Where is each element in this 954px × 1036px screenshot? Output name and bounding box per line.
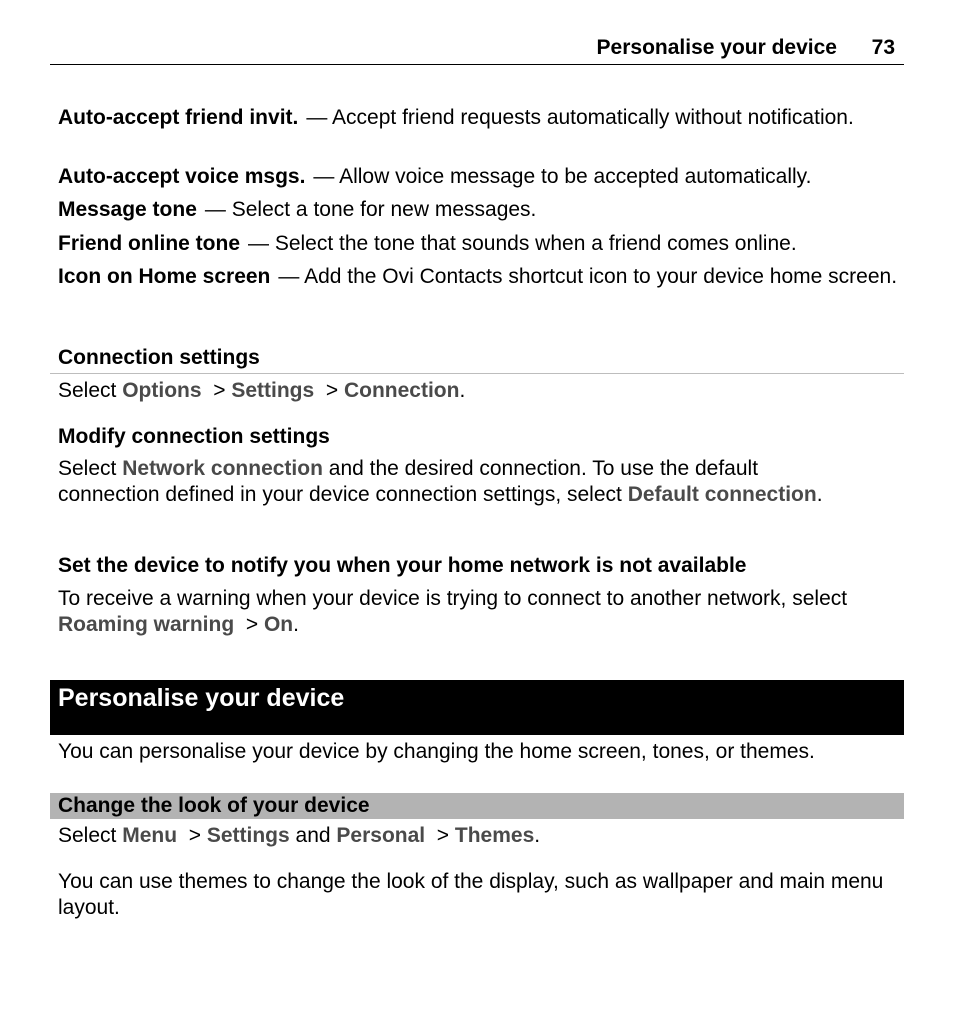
setting-message-tone <box>58 197 904 223</box>
ui-default-connection: Default connection <box>627 483 817 506</box>
connection-settings-heading: Connection settings <box>58 346 260 369</box>
subsection-title: Change the look of your device <box>58 794 370 817</box>
setting-desc: — Accept friend requests automatically without notification. <box>306 106 854 129</box>
section-title: Personalise your device <box>58 684 345 712</box>
ui-roaming-warning: Roaming warning <box>58 613 235 636</box>
personalise-intro: You can personalise your device by changing the home screen, tones, or themes. <box>58 740 815 763</box>
ui-themes: Themes <box>454 824 535 847</box>
themes-text: You can use themes to change the look of the display, such as wallpaper and main menu layout. <box>58 870 884 919</box>
body-text: and the desired connection. To use the default connection defined in your device connection settings, select <box>58 457 759 506</box>
period: . <box>459 379 466 402</box>
ui-on: On <box>263 613 294 636</box>
ui-connection: Connection <box>343 379 460 402</box>
setting-friend-online-tone <box>58 231 904 257</box>
modify-connection-text <box>58 456 848 508</box>
notify-text <box>58 586 904 638</box>
path-separator: > <box>188 824 201 847</box>
setting-desc: — Allow voice message to be accepted automatically. <box>313 165 812 188</box>
section-divider <box>50 373 904 374</box>
setting-term: Icon on Home screen <box>58 265 271 288</box>
page-number: 73 <box>871 36 895 59</box>
setting-desc: — Add the Ovi Contacts shortcut icon to your device home screen. <box>278 265 898 288</box>
section-title-band <box>50 680 904 735</box>
ui-network-connection: Network connection <box>122 457 323 480</box>
select-word: Select <box>58 379 117 402</box>
period: . <box>293 613 299 636</box>
body-text: To receive a warning when your device is trying to connect to another network, select <box>58 587 848 610</box>
setting-auto-accept-friend <box>58 105 904 131</box>
and-word: and <box>295 824 331 847</box>
path-separator: > <box>325 379 339 402</box>
setting-desc: — Select the tone that sounds when a friend comes online. <box>248 232 797 255</box>
setting-term: Friend online tone <box>58 232 240 255</box>
setting-term: Auto-accept voice msgs. <box>58 165 306 188</box>
period: . <box>816 483 823 506</box>
setting-icon-home-screen <box>58 264 904 290</box>
modify-connection-heading: Modify connection settings <box>58 425 330 448</box>
path-separator: > <box>245 613 259 636</box>
select-word: Select <box>58 457 117 480</box>
setting-term: Message tone <box>58 198 197 221</box>
subsection-title-band <box>50 793 904 819</box>
path-separator: > <box>213 379 226 402</box>
header-title: Personalise your device <box>596 36 837 59</box>
ui-options: Options <box>122 379 202 402</box>
running-header <box>50 32 904 65</box>
ui-settings: Settings <box>231 379 315 402</box>
ui-settings: Settings <box>206 824 290 847</box>
select-word: Select <box>58 824 117 847</box>
notify-heading: Set the device to notify you when your home network is not available <box>58 554 747 577</box>
period: . <box>534 824 541 847</box>
path-separator: > <box>436 824 450 847</box>
ui-personal: Personal <box>336 824 426 847</box>
ui-menu: Menu <box>122 824 178 847</box>
connection-settings-path <box>58 378 904 404</box>
setting-term: Auto-accept friend invit. <box>58 106 299 129</box>
setting-auto-accept-voice <box>58 164 904 190</box>
change-look-path <box>58 823 904 849</box>
setting-desc: — Select a tone for new messages. <box>204 198 537 221</box>
